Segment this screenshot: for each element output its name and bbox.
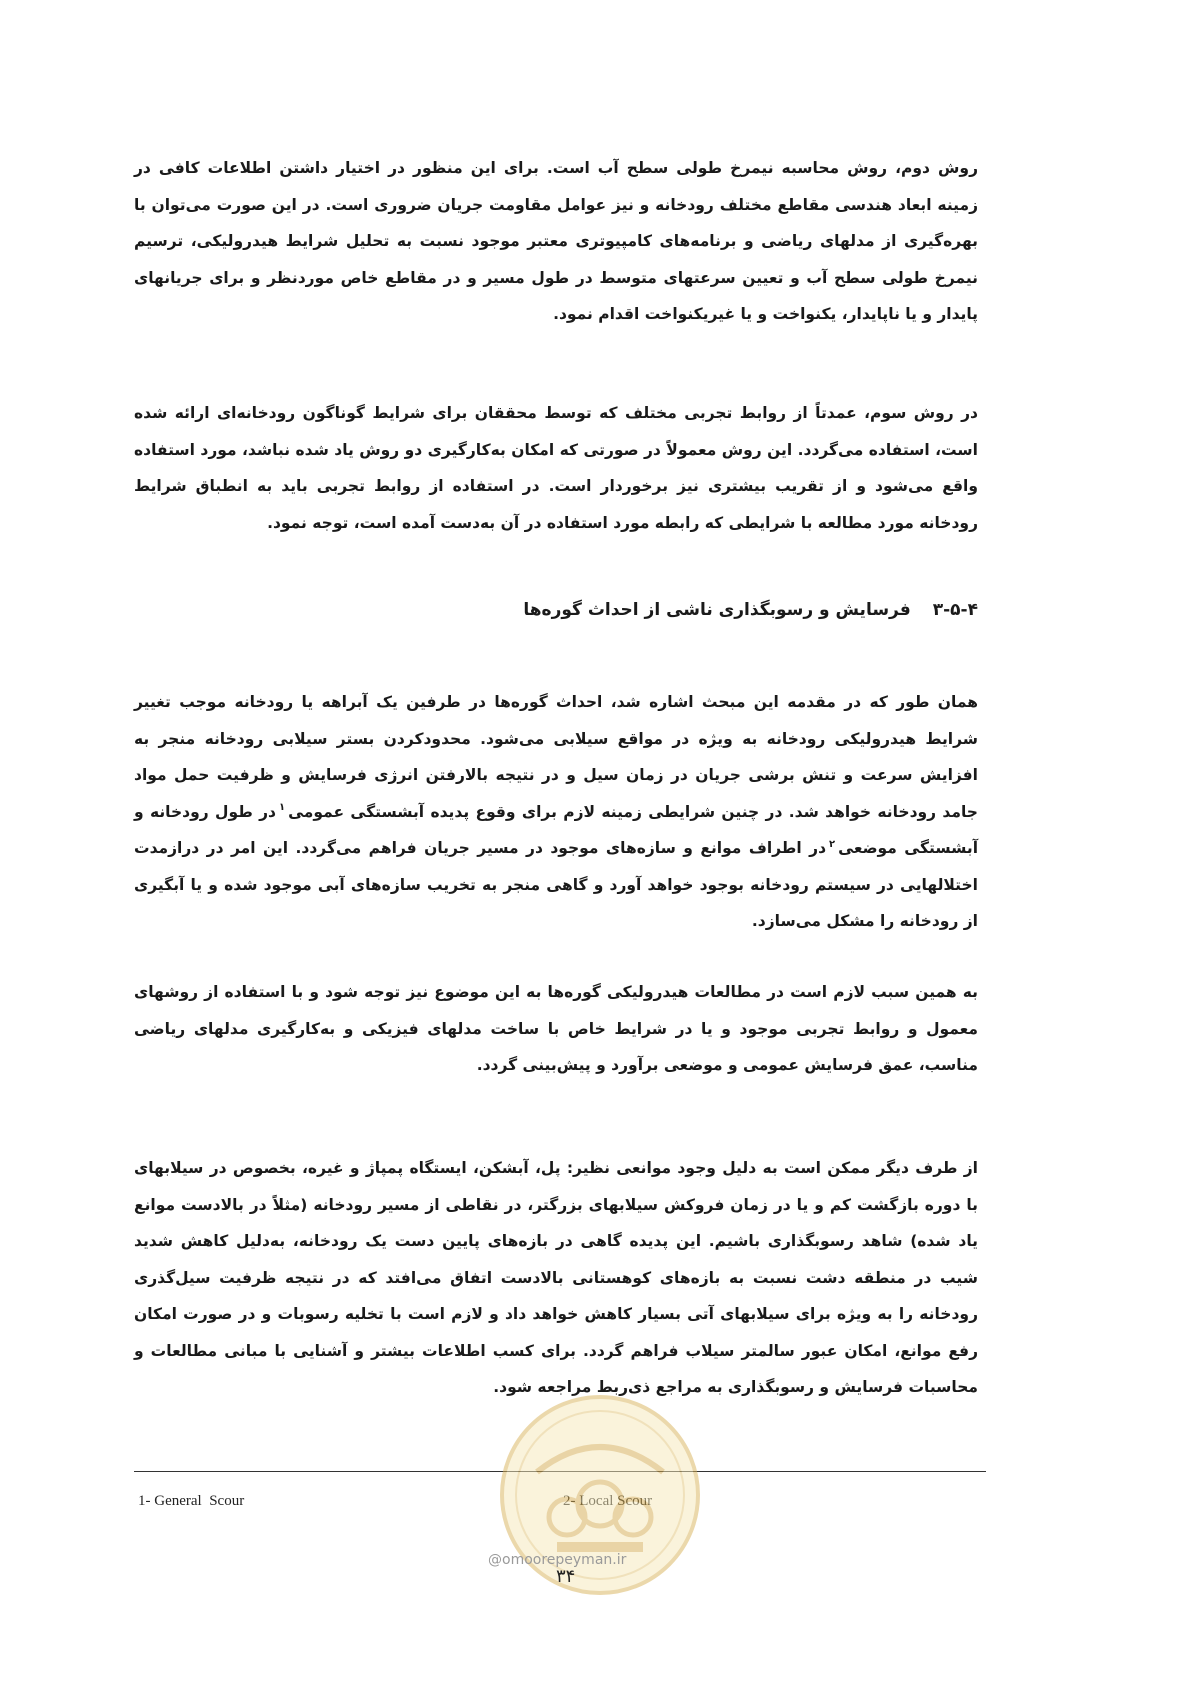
- paragraph-scour-intro: [134, 684, 978, 940]
- section-number: ۳-۵-۴: [932, 600, 978, 620]
- footnote-ref-2: ۲: [829, 838, 836, 850]
- section-title: فرسایش و رسوبگذاری ناشی از احداث گوره‌ها: [523, 600, 911, 620]
- section-heading: [523, 600, 978, 620]
- footnote-1: 1- General Scour: [138, 1493, 245, 1509]
- paragraph-sedimentation: از طرف دیگر ممکن است به دلیل وجود موانعی نظیر: پل، آبشکن، ایستگاه پمپاژ و غیره، بخصوص در سیلابهای با دوره بازگشت کم و یا در زمان فروکش سیلابهای بزرگتر، در نقاطی از مسیر رودخانه (مثلاً در بالادست موانع یاد شده) شاهد رسوبگذاری باشیم. این پدیده گاهی در بازه‌های پایین دست یک رودخانه، به‌دلیل کاهش شدید شیب در منطقه دشت نسبت به بازه‌های کوهستانی بالادست اتفاق می‌افتد که در نتیجه ظرفیت سیل‌گذری رودخانه را به ویژه برای سیلابهای آتی بسیار کاهش خواهد داد و لازم است با تخلیه رسوبات و در صورت امکان رفع موانع، امکان عبور سالمتر سیلاب فراهم گردد. برای کسب اطلاعات بیشتر و آشنایی با مبانی مطالعات و محاسبات فرسایش و رسوبگذاری به مراجع ذی‌ربط مراجعه شود.: [134, 1159, 978, 1396]
- watermark-text: @omoorepeyman.ir: [488, 1552, 627, 1568]
- page-number: ۳۴: [556, 1566, 576, 1587]
- paragraph-hydraulic-studies: به همین سبب لازم است در مطالعات هیدرولیکی گوره‌ها به این موضوع نیز توجه شود و با استفاده از روشهای معمول و روابط تجربی موجود و یا در شرایط خاص با ساخت مدلهای فیزیکی و به‌کارگیری مدلهای ریاضی مناسب، عمق فرسایش عمومی و موضعی برآورد و پیش‌بینی گردد.: [134, 983, 978, 1074]
- paragraph-text: همان طور که در مقدمه این مبحث اشاره شد، احداث گوره‌ها در طرفین یک آبراهه یا رودخانه موجب تغییر شرایط هیدرولیکی رودخانه به ویژه در مواقع سیلابی می‌شود. محدودکردن بستر سیلابی رودخانه منجر به افزایش سرعت و تنش برشی جریان در زمان سیل و در نتیجه بالارفتن انرژی فرسایش و ظرفیت حمل مواد جامد رودخانه خواهد شد. در چنین شرایطی زمینه لازم برای وقوع پدیده آبشستگی عمومی: [134, 693, 978, 821]
- paragraph-method-three: در روش سوم، عمدتاً از روابط تجربی مختلف که توسط محققان برای شرایط گوناگون رودخانه‌ای ارائه شده است، استفاده می‌گردد. این روش معمولاً در صورتی که امکان به‌کارگیری دو روش یاد شده نباشد، مورد استفاده واقع می‌شود و از تقریب بیشتری نیز برخوردار است. در استفاده از روابط تجربی باید به انطباق شرایط رودخانه مورد مطالعه با شرایطی که رابطه مورد استفاده در آن به‌دست آمده است، توجه نمود.: [134, 404, 978, 532]
- paragraph-text: در طول رودخانه و آبشستگی موضعی: [134, 802, 979, 857]
- paragraph-text: در اطراف موانع و سازه‌های موجود در مسیر جریان فراهم می‌گردد. این امر در درازمدت اختلالهایی در سیستم رودخانه بوجود خواهد آورد و گاهی منجر به تخریب سازه‌های آبی موجود شده و یا آبگیری از رودخانه را مشکل می‌سازد.: [134, 839, 978, 930]
- footnote-ref-1: ۱: [279, 802, 286, 814]
- paragraph-method-two: روش دوم، روش محاسبه نیمرخ طولی سطح آب است. برای این منظور در اختیار داشتن اطلاعات کافی در زمینه ابعاد هندسی مقاطع مختلف رودخانه و نیز عوامل مقاومت جریان ضروری است. در این صورت می‌توان با بهره‌گیری از مدلهای ریاضی و برنامه‌های کامپیوتری معتبر موجود نسبت به تحلیل شرایط هیدرولیکی، ترسیم نیمرخ طولی سطح آب و تعیین سرعتهای متوسط در طول مسیر و در مقاطع خاص موردنظر و برای جریانهای پایدار و یا ناپایدار، یکنواخت و یا غیریکنواخت اقدام نمود.: [134, 159, 978, 323]
